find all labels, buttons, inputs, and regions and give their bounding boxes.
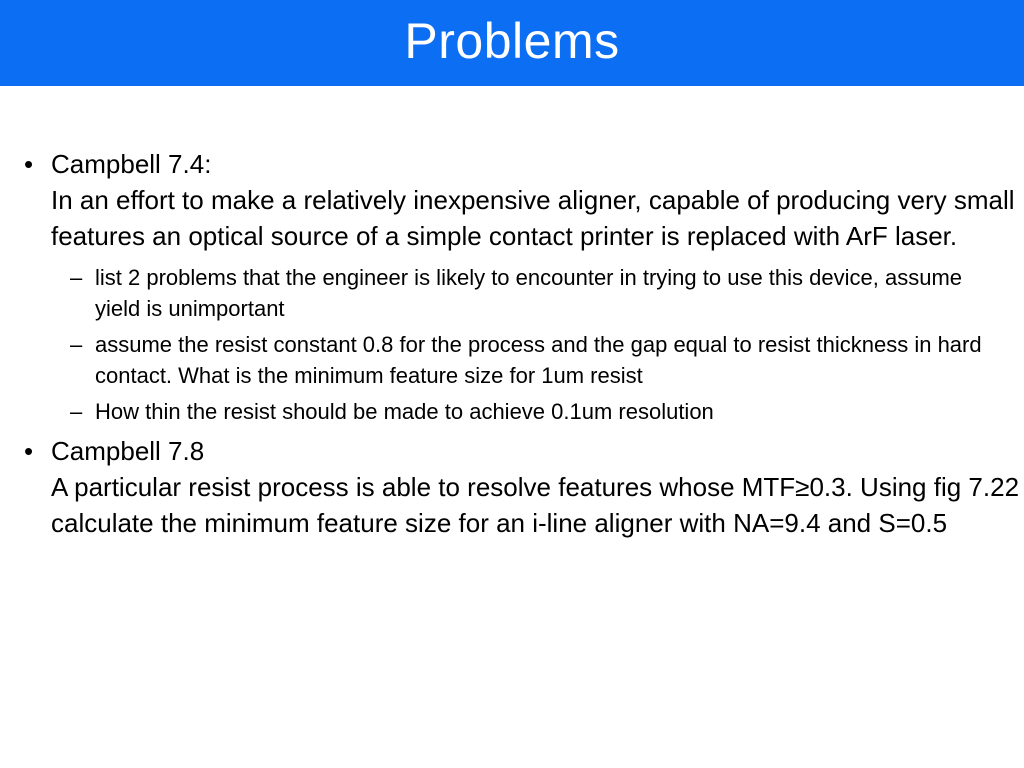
bullet-campbell-7-8 [0,433,1024,541]
sub-bullet-marker: – [70,332,83,357]
bullet-text: In an effort to make a relatively inexpensive aligner, capable of producing very small features an optical source of a simple contact printer is replaced with ArF laser. [51,185,1015,251]
slide-title: Problems [404,13,620,69]
bullet-heading: Campbell 7.8 [51,436,205,466]
bullet-marker: • [24,436,34,466]
bullet-campbell-7-4 [0,146,1024,254]
sub-bullet-item [0,262,1024,324]
slide-content [0,146,1024,541]
sub-bullet-item [0,396,1024,427]
sub-bullet-list [0,262,1024,427]
sub-bullet-text: list 2 problems that the engineer is likely to encounter in trying to use this device, assume yield is unimportant [95,265,963,321]
sub-bullet-item [0,329,1024,391]
sub-bullet-marker: – [70,265,83,290]
sub-bullet-text: How thin the resist should be made to achieve 0.1um resolution [95,399,714,424]
bullet-text: A particular resist process is able to resolve features whose MTF≥0.3. Using fig 7.22 calculate the minimum feature size for an i-line aligner with NA=9.4 and S=0.5 [51,472,1020,538]
title-bar [0,0,1024,86]
bullet-marker: • [24,149,34,179]
bullet-heading: Campbell 7.4: [51,149,212,179]
sub-bullet-marker: – [70,399,83,424]
sub-bullet-text: assume the resist constant 0.8 for the process and the gap equal to resist thickness in hard contact. What is the minimum feature size for 1um resist [95,332,982,388]
